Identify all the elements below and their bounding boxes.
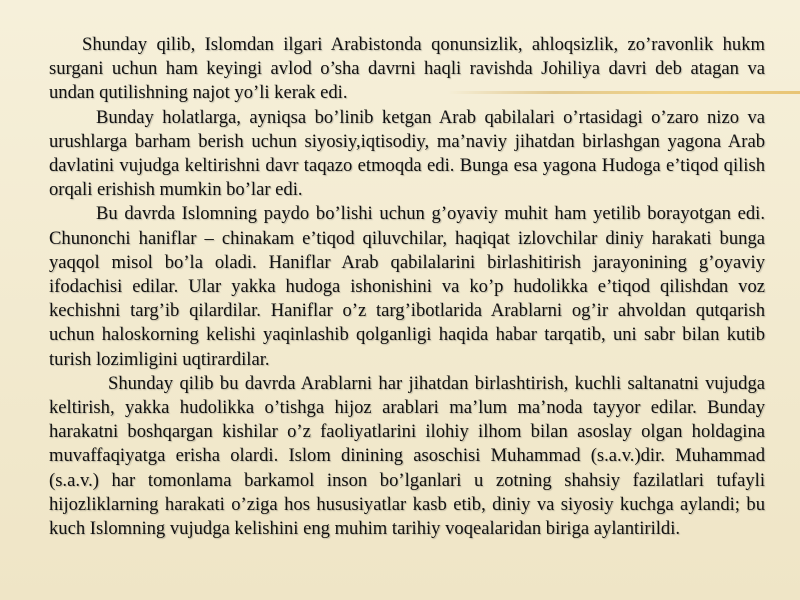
document-body xyxy=(49,33,765,541)
paragraph-1: Shunday qilib, Islomdan ilgari Arabistonda qonunsizlik, ahloqsizlik, zo’ravonlik hukm surgani uchun ham keyingi avlod o’sha davrni haqli ravishda Johiliya davri deb atagan va undan qutilishning najot yo’li kerak edi. xyxy=(49,34,765,104)
paragraph-4: Shunday qilib bu davrda Arablarni har jihatdan birlashtirish, kuchli saltanatni vujudga keltirish, yakka hudolikka o’tishga hijoz arablari ma’lum ma’noda tayyor edilar. Bunday harakatni boshqargan kishilar o’z faoliyatlarini ilohiy ilhom bilan asoslay olgan holdagina muvaffaqiyatga erisha olardi. Islom dinining asoschisi Muhammad (s.a.v.)dir. Muhammad (s.a.v.) har tomonlama barkamol inson bo’lganlari u zotning shahsiy fazilatlari tufayli hijozliklarning harakati o’ziga hos hususiyatlar kasb etib, diniy va siyosiy kuchga aylandi; bu kuch Islomning vujudga kelishini eng muhim tarihiy voqealaridan biriga aylantirildi. xyxy=(49,372,765,540)
paragraph-3: Bu davrda Islomning paydo bo’lishi uchun g’oyaviy muhit ham yetilib borayotgan edi. Chunonchi haniflar – chinakam e’tiqod qiluvchilar, haqiqat izlovchilar diniy harakati bunga yaqqol misol bo’la oladi. Haniflar Arab qabilalarini birlashitirish jarayonining g’oyaviy ifodachisi edilar. Ular yakka hudoga ishonishini va ko’p hudolikka e’tiqod qilishdan voz kechishni targ’ib qilardilar. Haniflar o’z targ’ibotlarida Arablarni og’ir ahvoldan qutqarish uchun haloskorning kelishi yaqinlashib qolganligi haqida habar tarqatib, uni sabr bilan kutib turish lozimligini uqtirardilar. xyxy=(49,203,765,370)
paragraph-2: Bunday holatlarga, ayniqsa bo’linib ketgan Arab qabilalari o’rtasidagi o’zaro nizo va urushlarga barham berish uchun siyosiy,iqtisodiy, ma’naviy jihatdan birlashgan yagona Arab davlatini vujudga keltirishni davr taqazo etmoqda edi. Bunga esa yagona Hudoga e’tiqod qilish orqali erishish mumkin bo’lar edi. xyxy=(49,106,765,201)
